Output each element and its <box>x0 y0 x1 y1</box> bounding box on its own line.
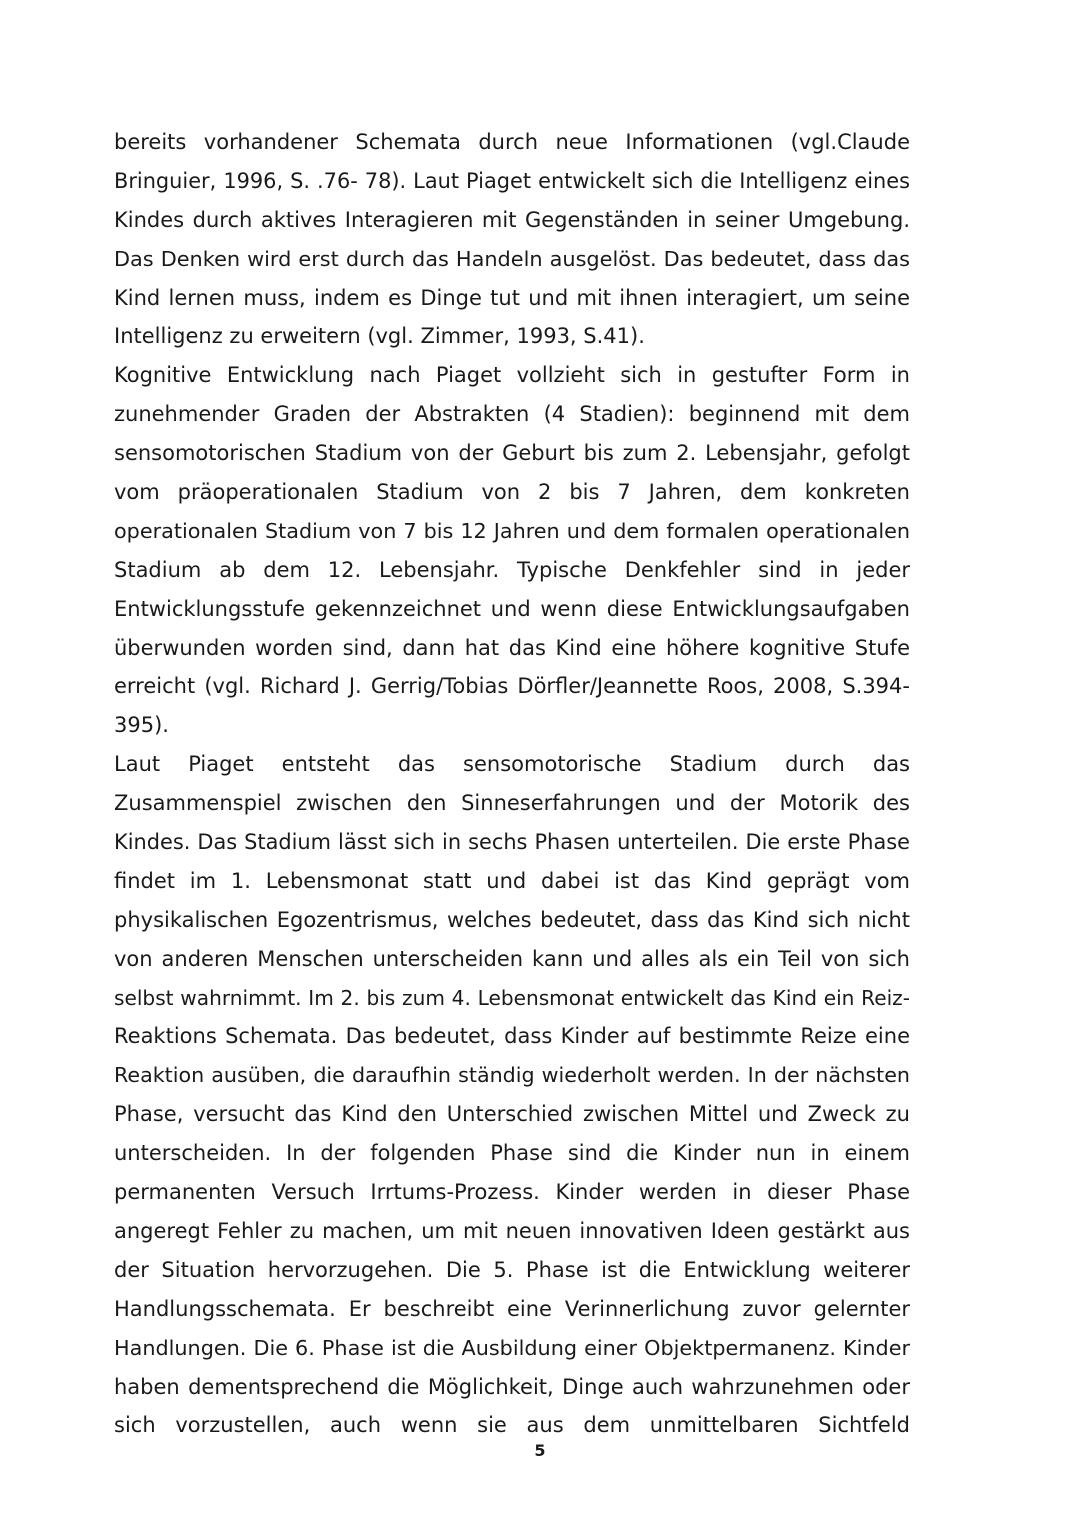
text-line: Bringuier, 1996, S. .76- 78). Laut Piaget entwickelt sich die Intelligenz eines <box>114 168 910 193</box>
text-line: unterscheiden. In der folgenden Phase sind die Kinder nun in einem <box>114 1141 910 1166</box>
text-line: der Situation hervorzugehen. Die 5. Phase ist die Entwicklung weiterer <box>114 1257 910 1282</box>
body-text <box>114 123 910 1445</box>
text-line: zunehmender Graden der Abstrakten (4 Stadien): beginnend mit dem <box>114 402 910 427</box>
text-line: haben dementsprechend die Möglichkeit, Dinge auch wahrzunehmen oder <box>114 1374 910 1399</box>
text-line: operationalen Stadium von 7 bis 12 Jahren und dem formalen operationalen <box>114 518 910 543</box>
text-line: Laut Piaget entsteht das sensomotorische Stadium durch das <box>114 752 910 777</box>
page-number: 5 <box>534 1441 546 1460</box>
text-line: 395). <box>114 713 169 738</box>
text-line: angeregt Fehler zu machen, um mit neuen innovativen Ideen gestärkt aus <box>114 1218 910 1243</box>
text-line: Kindes durch aktives Interagieren mit Gegenständen in seiner Umgebung. <box>114 207 910 232</box>
text-line: sensomotorischen Stadium von der Geburt bis zum 2. Lebensjahr, gefolgt <box>114 441 910 466</box>
text-line: selbst wahrnimmt. Im 2. bis zum 4. Lebensmonat entwickelt das Kind ein Reiz- <box>114 985 910 1010</box>
text-line: findet im 1. Lebensmonat statt und dabei ist das Kind geprägt vom <box>114 868 910 893</box>
text-line: sich vorzustellen, auch wenn sie aus dem unmittelbaren Sichtfeld <box>114 1413 910 1438</box>
text-line: erreicht (vgl. Richard J. Gerrig/Tobias Dörfler/Jeannette Roos, 2008, S.394- <box>114 674 910 699</box>
text-line: Phase, versucht das Kind den Unterschied zwischen Mittel und Zweck zu <box>114 1102 910 1127</box>
text-line: permanenten Versuch Irrtums-Prozess. Kinder werden in dieser Phase <box>114 1180 910 1205</box>
text-line: Kindes. Das Stadium lässt sich in sechs Phasen unterteilen. Die erste Phase <box>114 830 910 855</box>
text-line: Kognitive Entwicklung nach Piaget vollzieht sich in gestufter Form in <box>114 363 910 388</box>
text-line: Handlungsschemata. Er beschreibt eine Verinnerlichung zuvor gelernter <box>114 1296 910 1321</box>
text-line: Das Denken wird erst durch das Handeln ausgelöst. Das bedeutet, dass das <box>114 246 910 271</box>
text-line: vom präoperationalen Stadium von 2 bis 7 Jahren, dem konkreten <box>114 480 910 505</box>
text-line: bereits vorhandener Schemata durch neue Informationen (vgl.Claude <box>114 130 910 154</box>
text-line: Stadium ab dem 12. Lebensjahr. Typische Denkfehler sind in jeder <box>114 557 910 582</box>
text-line: von anderen Menschen unterscheiden kann und alles als ein Teil von sich <box>114 946 910 971</box>
text-line: Kind lernen muss, indem es Dinge tut und mit ihnen interagiert, um seine <box>114 285 910 310</box>
text-line: Entwicklungsstufe gekennzeichnet und wenn diese Entwicklungsaufgaben <box>114 596 910 621</box>
text-line: Handlungen. Die 6. Phase ist die Ausbildung einer Objektpermanenz. Kinder <box>114 1335 910 1360</box>
text-line: Reaktion ausüben, die daraufhin ständig wiederholt werden. In der nächsten <box>114 1063 910 1088</box>
text-line: Intelligenz zu erweitern (vgl. Zimmer, 1993, S.41). <box>114 324 645 349</box>
text-line: Zusammenspiel zwischen den Sinneserfahrungen und der Motorik des <box>114 791 910 816</box>
text-line: überwunden worden sind, dann hat das Kind eine höhere kognitive Stufe <box>114 635 910 660</box>
text-line: physikalischen Egozentrismus, welches bedeutet, dass das Kind sich nicht <box>114 907 910 932</box>
text-line: Reaktions Schemata. Das bedeutet, dass Kinder auf bestimmte Reize eine <box>114 1024 910 1049</box>
